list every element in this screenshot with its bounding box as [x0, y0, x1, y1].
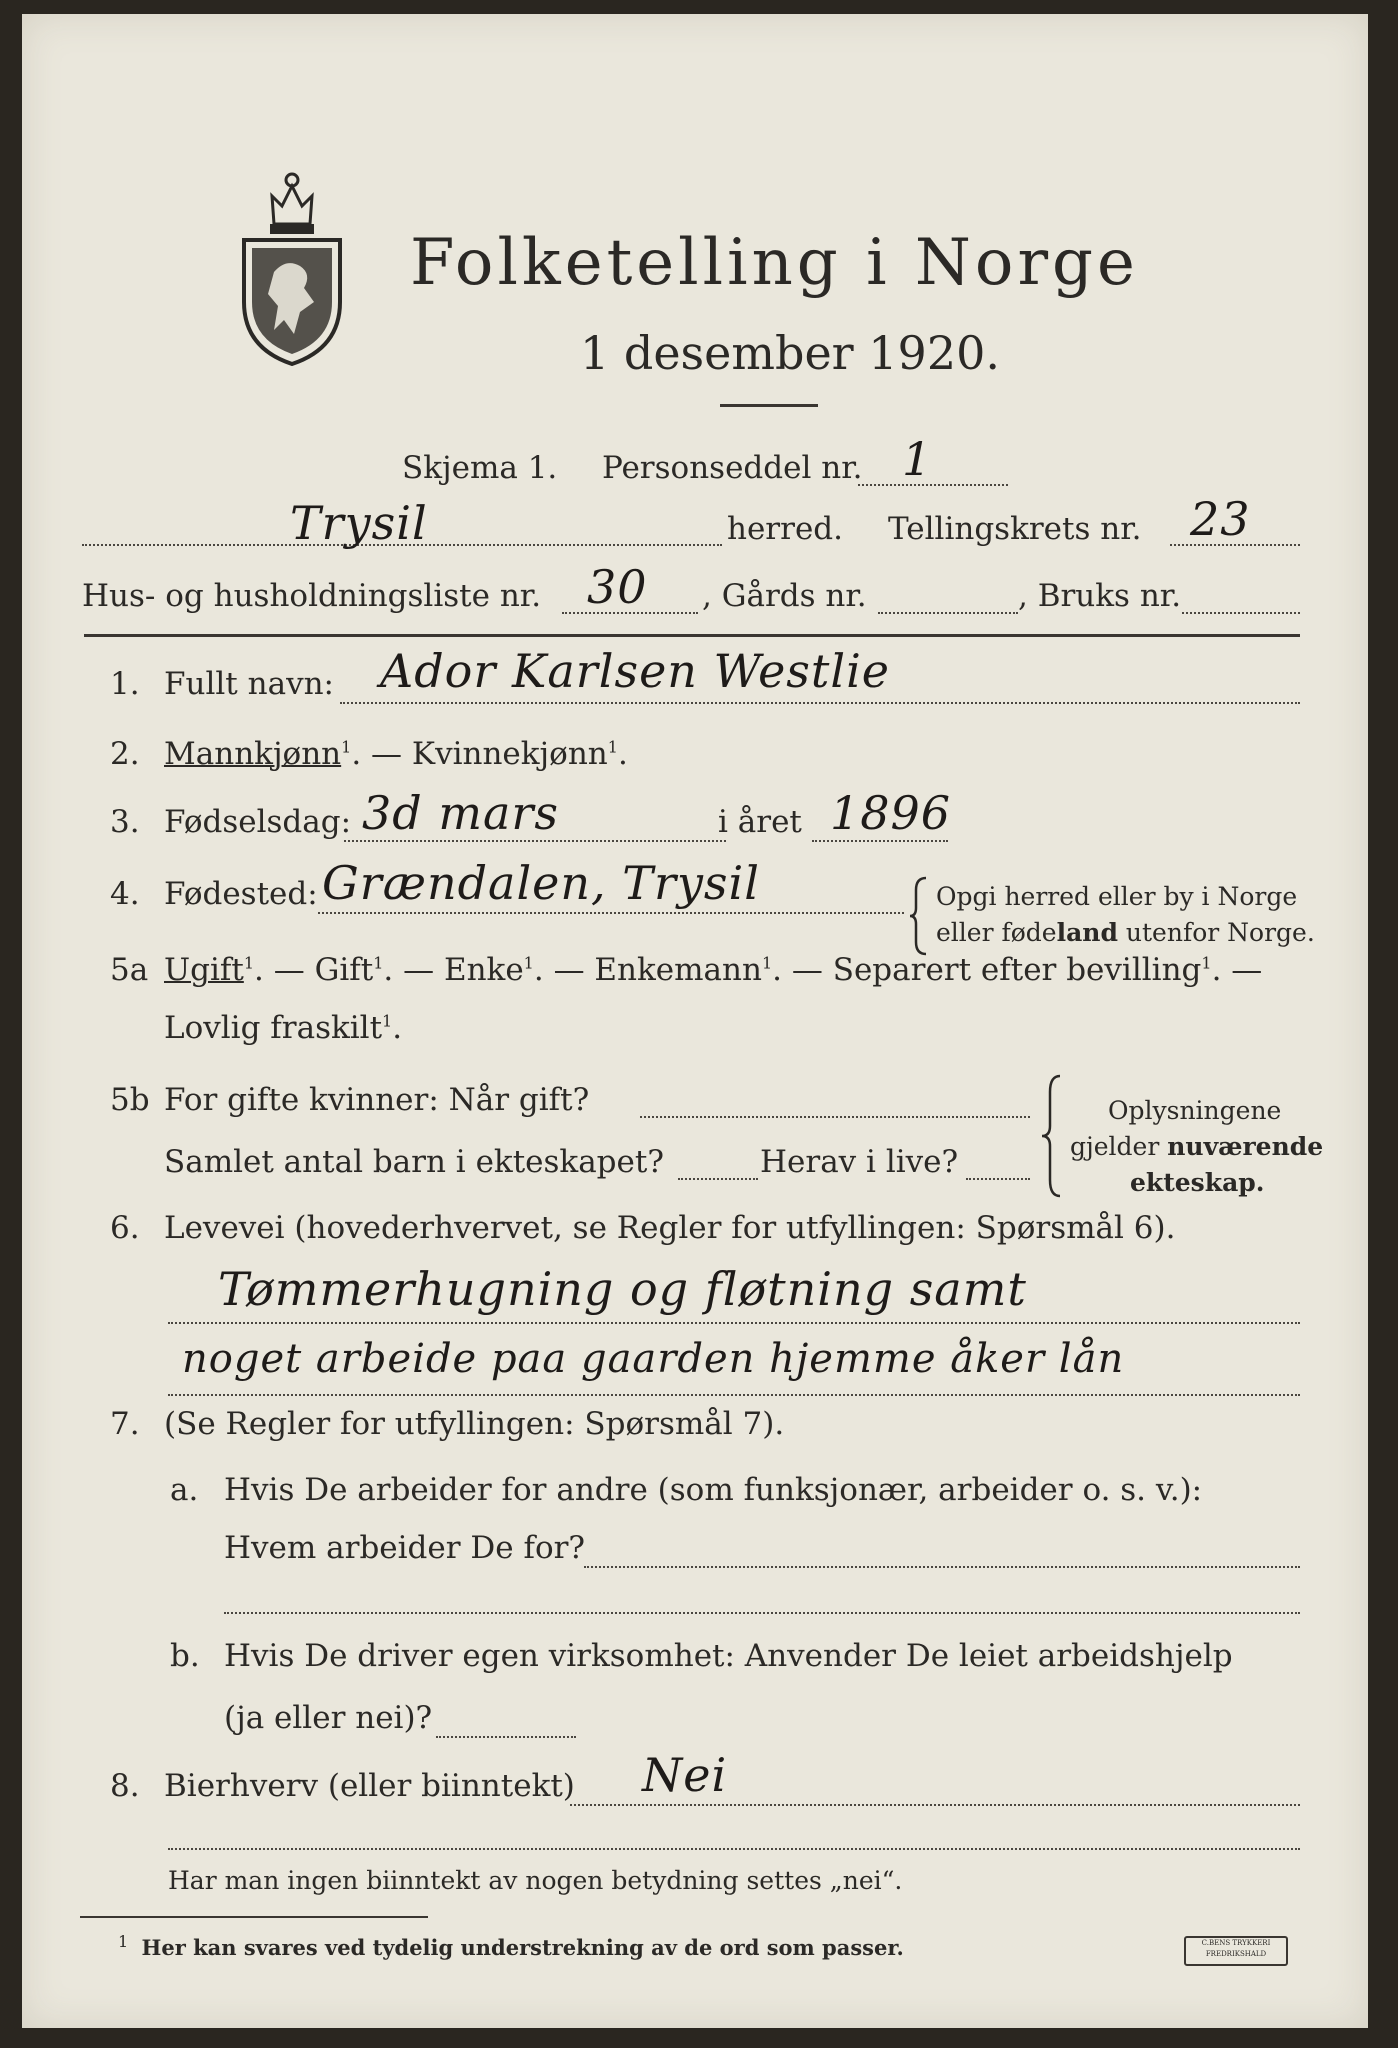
- married-when-field[interactable]: [640, 1116, 1030, 1118]
- herred-label: herred.: [727, 511, 843, 547]
- side-income-value: Nei: [642, 1748, 728, 1802]
- brace-icon: [1040, 1074, 1064, 1198]
- q4-label: Fødested:: [164, 876, 318, 912]
- q2-number: 2.: [110, 736, 140, 772]
- occupation-value-1: Tømmerhugning og fløtning samt: [218, 1262, 1027, 1316]
- birthday-field[interactable]: [344, 840, 726, 842]
- q5a-options: Ugift$^1$. — Gift$^1$. — Enke$^1$. — Enkemann$^1$. — Separert efter bevilling$^1$. —: [164, 952, 1263, 988]
- q5b-label1: For gifte kvinner: Når gift?: [164, 1082, 590, 1118]
- q1-label: Fullt navn:: [164, 666, 334, 702]
- q4-note-line2: [936, 918, 1315, 947]
- personseddel-field[interactable]: [858, 484, 1008, 486]
- q7a-label2: Hvem arbeider De for?: [224, 1530, 586, 1566]
- printer-stamp: [1184, 1936, 1288, 1966]
- occupation-field-1[interactable]: [168, 1322, 1300, 1324]
- q7a-number: a.: [170, 1472, 199, 1508]
- bruks-field[interactable]: [1182, 612, 1300, 614]
- year-label: i året: [718, 804, 802, 840]
- q6-label: Levevei (hovederhvervet, se Regler for utfyllingen: Spørsmål 6).: [164, 1210, 1176, 1246]
- option-enkemann[interactable]: Enkemann: [594, 952, 762, 988]
- option-kvinnekjonn[interactable]: Kvinnekjønn: [411, 736, 608, 772]
- personseddel-label: Personseddel nr.: [602, 450, 863, 486]
- header-divider: [84, 634, 1300, 637]
- q4-note-line1: Opgi herred eller by i Norge: [936, 882, 1298, 911]
- husholdningsliste-label: Hus- og husholdningsliste nr.: [82, 578, 542, 614]
- footnote-divider: [80, 1916, 428, 1918]
- q3-number: 3.: [110, 804, 140, 840]
- birthplace-value: Grændalen, Trysil: [322, 856, 760, 910]
- printer-stamp-text: C.BENS TRYKKERI FREDRIKSHALD: [1201, 1939, 1271, 1958]
- q5b-note-pre: gjelder: [1070, 1132, 1168, 1161]
- skjema-label: Skjema 1.: [402, 450, 558, 486]
- option-fraskilt[interactable]: Lovlig fraskilt: [164, 1010, 383, 1046]
- option-mannkjonn[interactable]: Mannkjønn: [164, 736, 342, 772]
- title-divider: [720, 404, 818, 407]
- q7a-label: Hvis De arbeider for andre (som funksjonær, arbeider o. s. v.):: [224, 1472, 1203, 1508]
- q7-label: (Se Regler for utfyllingen: Spørsmål 7).: [164, 1406, 785, 1442]
- q4-note-pre: eller føde: [936, 918, 1057, 947]
- option-enke[interactable]: Enke: [443, 952, 524, 988]
- q5b-label2: Samlet antal barn i ekteskapet?: [164, 1144, 664, 1180]
- occupation-field-2[interactable]: [168, 1394, 1300, 1396]
- personseddel-value: 1: [902, 432, 933, 486]
- q7-number: 7.: [110, 1406, 140, 1442]
- q4-number: 4.: [110, 876, 140, 912]
- full-name-value: Ador Karlsen Westlie: [380, 644, 891, 698]
- q4-note-bold: land: [1056, 918, 1118, 947]
- q2-options: Mannkjønn$^1$. — Kvinnekjønn$^1$.: [164, 736, 628, 772]
- bruks-label: , Bruks nr.: [1018, 578, 1182, 614]
- children-alive-field[interactable]: [966, 1178, 1030, 1180]
- q7b-label2: (ja eller nei)?: [224, 1700, 433, 1736]
- birthplace-field[interactable]: [318, 912, 904, 914]
- footnote-number: 1: [118, 1932, 129, 1951]
- tellingskrets-value: 23: [1190, 492, 1251, 546]
- q7b-number: b.: [170, 1638, 200, 1674]
- side-income-field-2[interactable]: [168, 1848, 1300, 1850]
- q5b-note-line3: ekteskap.: [1130, 1168, 1265, 1197]
- q5b-note-line1: Oplysningene: [1108, 1096, 1282, 1125]
- birthday-value: 3d mars: [362, 786, 559, 840]
- option-gift[interactable]: Gift: [314, 952, 374, 988]
- children-total-field[interactable]: [678, 1178, 758, 1180]
- page-title: Folketelling i Norge: [410, 226, 1139, 300]
- coat-of-arms-icon: [234, 162, 350, 366]
- census-form: [22, 14, 1368, 2028]
- birth-year-value: 1896: [830, 786, 952, 840]
- footnote-pre: Her kan svares ved: [141, 1935, 373, 1960]
- gards-field[interactable]: [878, 612, 1018, 614]
- hired-help-field[interactable]: [436, 1736, 576, 1738]
- footnote: [118, 1932, 904, 1960]
- herred-value: Trysil: [290, 496, 428, 550]
- occupation-value-2: noget arbeide paa gaarden hjemme åker lån: [182, 1336, 1125, 1382]
- q4-note-post: utenfor Norge.: [1117, 918, 1315, 947]
- q8-number: 8.: [110, 1768, 140, 1804]
- q5b-number: 5b: [110, 1082, 150, 1118]
- side-income-field[interactable]: [570, 1804, 1300, 1806]
- full-name-field[interactable]: [340, 702, 1300, 704]
- brace-icon: [908, 876, 930, 956]
- q5a-options-line2: Lovlig fraskilt$^1$.: [164, 1010, 403, 1046]
- employer-field[interactable]: [584, 1566, 1300, 1568]
- husholdningsliste-value: 30: [587, 560, 648, 614]
- tellingskrets-label: Tellingskrets nr.: [888, 511, 1142, 547]
- nei-note: Har man ingen biinntekt av nogen betydning settes „nei“.: [168, 1866, 903, 1895]
- q8-label: Bierhverv (eller biinntekt): [164, 1768, 575, 1804]
- q5b-label3: Herav i live?: [760, 1144, 959, 1180]
- q5a-number: 5a: [110, 952, 149, 988]
- birth-year-field[interactable]: [812, 840, 948, 842]
- option-ugift[interactable]: Ugift: [164, 952, 244, 988]
- footnote-bold: tydelig understrekning av de ord som passer.: [372, 1935, 904, 1960]
- q2-separator: . —: [351, 736, 412, 772]
- option-separert[interactable]: Separert efter bevilling: [832, 952, 1202, 988]
- q5b-note-line2: [1070, 1132, 1323, 1161]
- q6-number: 6.: [110, 1210, 140, 1246]
- q3-label: Fødselsdag:: [164, 804, 352, 840]
- q7b-label: Hvis De driver egen virksomhet: Anvender De leiet arbeidshjelp: [224, 1638, 1233, 1674]
- gards-label: , Gårds nr.: [702, 578, 867, 614]
- q1-number: 1.: [110, 666, 140, 702]
- employer-field-2[interactable]: [224, 1612, 1300, 1614]
- census-date: 1 desember 1920.: [580, 326, 1000, 380]
- q5b-note-bold: nuværende: [1167, 1132, 1324, 1161]
- q2-end: .: [617, 736, 628, 772]
